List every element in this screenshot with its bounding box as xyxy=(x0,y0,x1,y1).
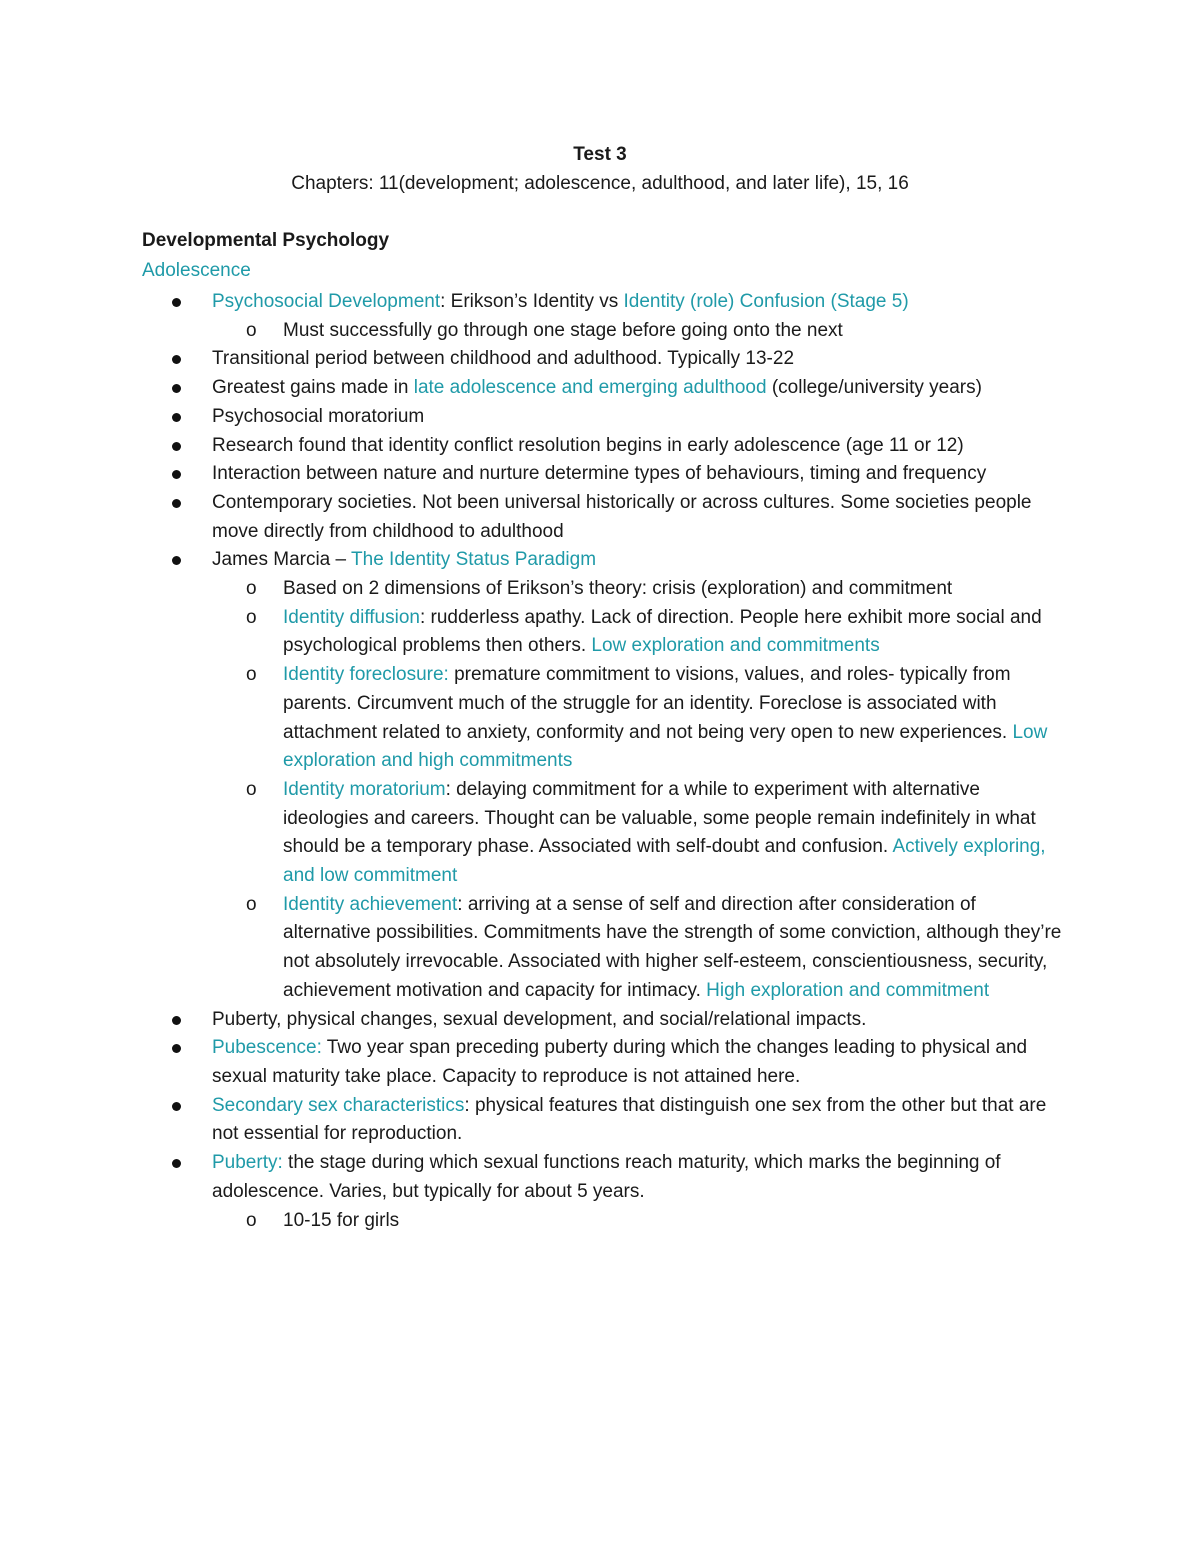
item-text: Two year span preceding puberty during which the changes leading to physical and sexual maturity take place. Capacity to reproduce is not attained here. xyxy=(212,1037,1028,1087)
sub-bullet-icon: o xyxy=(246,319,257,341)
list-item xyxy=(0,403,1062,432)
bullet-icon xyxy=(172,384,181,393)
chapters-line: Chapters: 11(development; adolescence, adulthood, and later life), 15, 16 xyxy=(291,173,909,194)
list-item xyxy=(0,1006,1062,1035)
item-text: Puberty, physical changes, sexual development, and social/relational impacts. xyxy=(212,1008,867,1030)
bullet-icon xyxy=(172,470,181,479)
bullet-icon xyxy=(172,556,181,565)
bullet-icon xyxy=(172,442,181,451)
term: The Identity Status Paradigm xyxy=(351,549,597,571)
sub-bullet-icon: o xyxy=(246,664,257,686)
sub-bullet-icon: o xyxy=(246,578,257,600)
sub-list-item xyxy=(0,776,1063,891)
sub-bullet-icon: o xyxy=(246,606,257,628)
item-text: : arriving at a sense of self and direction after consideration of alternative possibilities. Commitments have the strength of some conviction, although they’re not absolutely irrevocable. Associated with higher self-esteem, conscientiousness, security, achievement motivation and capacity for intimacy. xyxy=(283,893,1062,1001)
item-text: : physical features that distinguish one sex from the other but that are not essential for reproduction. xyxy=(212,1094,1047,1145)
item-text: the stage during which sexual functions reach maturity, which marks the beginning of adolescence. Varies, but typically for about 5 years. xyxy=(212,1152,1001,1202)
list-item xyxy=(0,1149,1062,1206)
item-text: Transitional period between childhood and adulthood. Typically 13-22 xyxy=(212,348,795,370)
term: Identity moratorium xyxy=(283,778,446,800)
notes-list xyxy=(0,288,1200,1235)
sub-list-item xyxy=(0,1207,1063,1236)
sub-bullet-icon: o xyxy=(246,778,257,800)
bullet-icon xyxy=(172,298,181,307)
item-text: premature commitment to visions, values, and roles- typically from parents. Circumvent much of the struggle for an identity. Foreclose is associated with attachment related to anxiety, conformity and not being very open to new experiences. xyxy=(283,664,1013,743)
item-text: Contemporary societies. Not been universal historically or across cultures. Some societies people move directly from childhood to adulthood xyxy=(212,491,1032,542)
list-item xyxy=(0,288,1062,317)
term: Puberty: xyxy=(212,1152,283,1174)
item-text: Research found that identity conflict resolution begins in early adolescence (age 11 or 12) xyxy=(212,434,964,456)
term: Identity foreclosure: xyxy=(283,664,449,686)
item-text: : rudderless apathy. Lack of direction. People here exhibit more social and psychological problems then others. xyxy=(283,606,1042,657)
list-item xyxy=(0,345,1062,374)
term: Pubescence: xyxy=(212,1037,322,1059)
section-heading: Developmental Psychology xyxy=(142,230,390,251)
bullet-icon xyxy=(172,413,181,422)
item-text: Greatest gains made in xyxy=(212,377,414,399)
term: High exploration and commitment xyxy=(706,979,990,1001)
bullet-icon xyxy=(172,1159,181,1168)
term: Actively exploring, and low commitment xyxy=(283,836,1046,887)
item-text: Based on 2 dimensions of Erikson’s theory: crisis (exploration) and commitment xyxy=(283,578,953,600)
list-item xyxy=(0,460,1062,489)
term: Secondary sex characteristics xyxy=(212,1094,465,1116)
term: Low exploration and commitments xyxy=(591,635,880,657)
document-title: Test 3 xyxy=(573,144,627,165)
sub-list-item xyxy=(0,317,1063,346)
sub-list-item xyxy=(0,661,1063,776)
list-item xyxy=(0,1034,1062,1091)
term: Identity (role) Confusion (Stage 5) xyxy=(623,291,909,312)
subsection-heading: Adolescence xyxy=(142,260,251,281)
sub-list-item xyxy=(0,891,1063,1006)
term: Psychosocial Development xyxy=(212,291,441,312)
list-item xyxy=(0,432,1062,461)
bullet-icon xyxy=(172,499,181,508)
sub-bullet-icon: o xyxy=(246,893,257,915)
sub-list-item xyxy=(0,575,1063,604)
list-item xyxy=(0,489,1062,546)
item-text: James Marcia – xyxy=(212,549,352,571)
list-item xyxy=(0,546,1062,575)
term: Identity diffusion xyxy=(283,606,420,628)
item-text: Interaction between nature and nurture determine types of behaviours, timing and frequency xyxy=(212,463,987,485)
sub-list-item xyxy=(0,604,1063,661)
item-text: : Erikson’s Identity vs xyxy=(440,291,624,312)
term: Low exploration and high commitments xyxy=(283,721,1048,772)
item-text: : delaying commitment for a while to experiment with alternative ideologies and careers. Thought can be valuable, some people remain indefinitely in what should be a temporary phase. Associated with self-doubt and confusion. xyxy=(283,778,1036,858)
item-text: Must successfully go through one stage before going onto the next xyxy=(283,319,843,341)
term: late adolescence and emerging adulthood xyxy=(413,377,767,399)
item-text: (college/university years) xyxy=(766,377,982,399)
bullet-icon xyxy=(172,1044,181,1053)
list-item xyxy=(0,1092,1062,1149)
bullet-icon xyxy=(172,1016,181,1025)
sub-bullet-icon: o xyxy=(246,1209,257,1231)
term: Identity achievement xyxy=(283,893,458,915)
bullet-icon xyxy=(172,1102,181,1111)
item-text: 10-15 for girls xyxy=(283,1209,400,1231)
bullet-icon xyxy=(172,355,181,364)
item-text: Psychosocial moratorium xyxy=(212,405,425,427)
list-item xyxy=(0,374,1062,403)
